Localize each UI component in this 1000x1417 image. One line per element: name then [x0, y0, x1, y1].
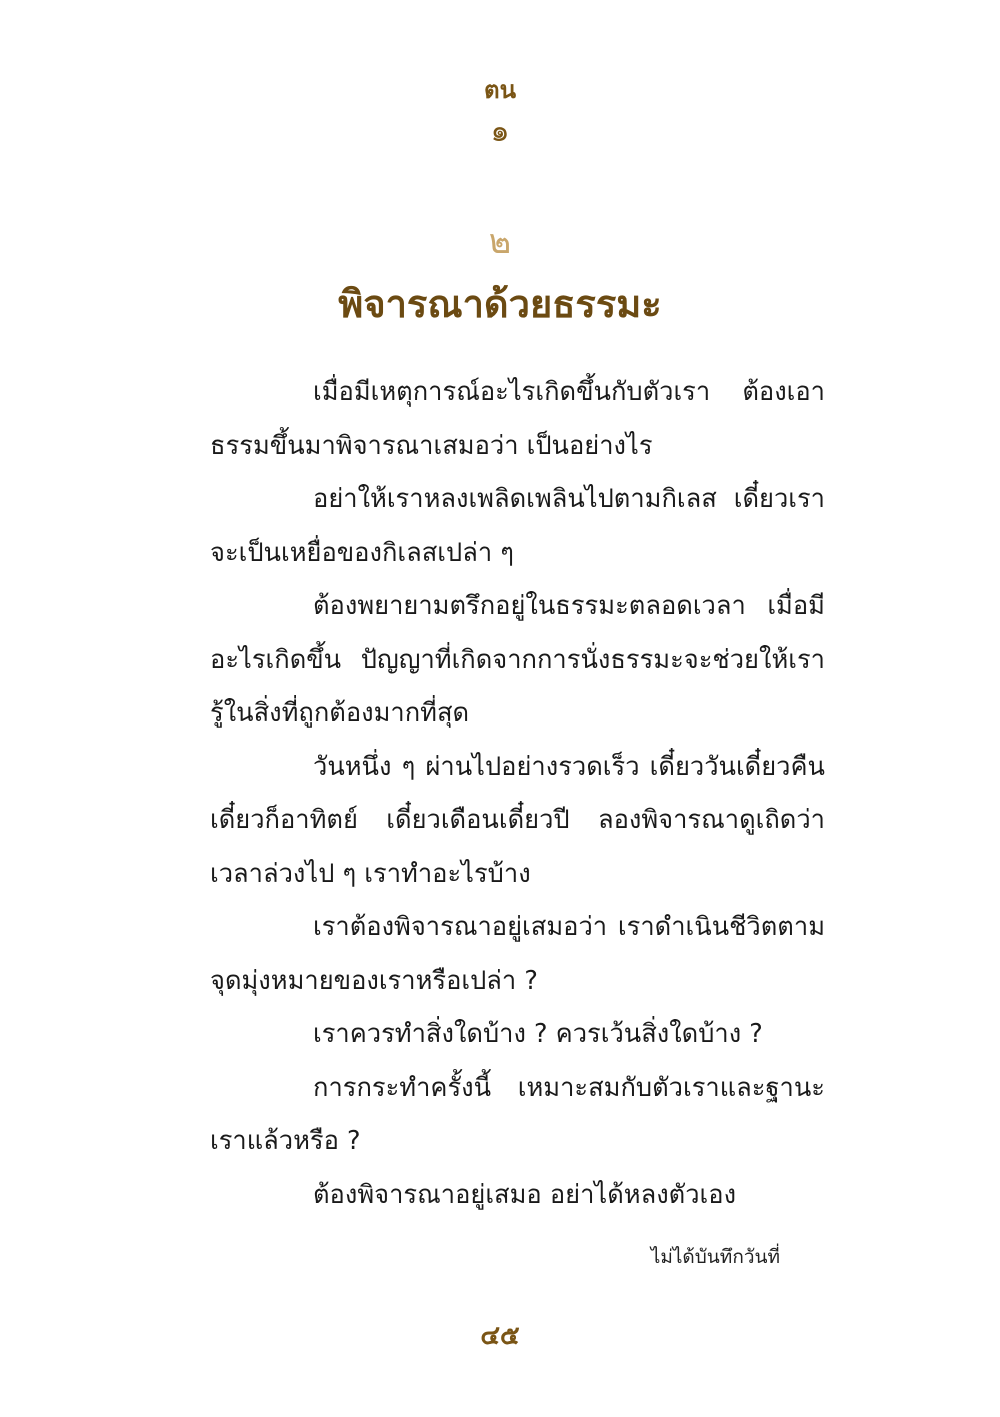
date-note: ไม่ได้บันทึกวันที่: [650, 1246, 780, 1268]
paragraph: เราต้องพิจารณาอยู่เสมอว่า เราดำเนินชีวิตตามจุดมุ่งหมายของเราหรือเปล่า ?: [210, 912, 825, 996]
chapter-number: ๒: [488, 222, 512, 262]
paragraph: เราควรทำสิ่งใดบ้าง ? ควรเว้นสิ่งใดบ้าง ?: [313, 1019, 763, 1049]
section-title: ตน: [484, 76, 516, 104]
paragraph: ต้องพยายามตรึกอยู่ในธรรมะตลอดเวลา เมื่อมีอะไรเกิดขึ้น ปัญญาที่เกิดจากการนั่งธรรมะจะช่วยให้เรารู้ในสิ่งที่ถูกต้องมากที่สุด: [210, 591, 825, 728]
paragraph: วันหนึ่ง ๆ ผ่านไปอย่างรวดเร็ว เดี๋ยววันเดี๋ยวคืนเดี๋ยวก็อาทิตย์ เดี๋ยวเดือนเดี๋ยวปี ลองพิจารณาดูเถิดว่าเวลาล่วงไป ๆ เราทำอะไรบ้าง: [210, 751, 825, 889]
chapter-title: พิจารณาด้วยธรรมะ: [338, 282, 662, 326]
paragraph: การกระทำครั้งนี้ เหมาะสมกับตัวเราและฐานะเราแล้วหรือ ?: [210, 1072, 825, 1156]
paragraph: อย่าให้เราหลงเพลิดเพลินไปตามกิเลส เดี๋ยวเราจะเป็นเหยื่อของกิเลสเปล่า ๆ: [210, 484, 825, 568]
paragraph: เมื่อมีเหตุการณ์อะไรเกิดขึ้นกับตัวเรา ต้องเอาธรรมขึ้นมาพิจารณาเสมอว่า เป็นอย่างไร: [210, 377, 825, 461]
paragraph: ต้องพิจารณาอยู่เสมอ อย่าได้หลงตัวเอง: [313, 1179, 737, 1210]
page-number: ๔๕: [480, 1321, 520, 1351]
section-number: ๑: [490, 114, 510, 149]
body-text: [210, 366, 825, 1222]
